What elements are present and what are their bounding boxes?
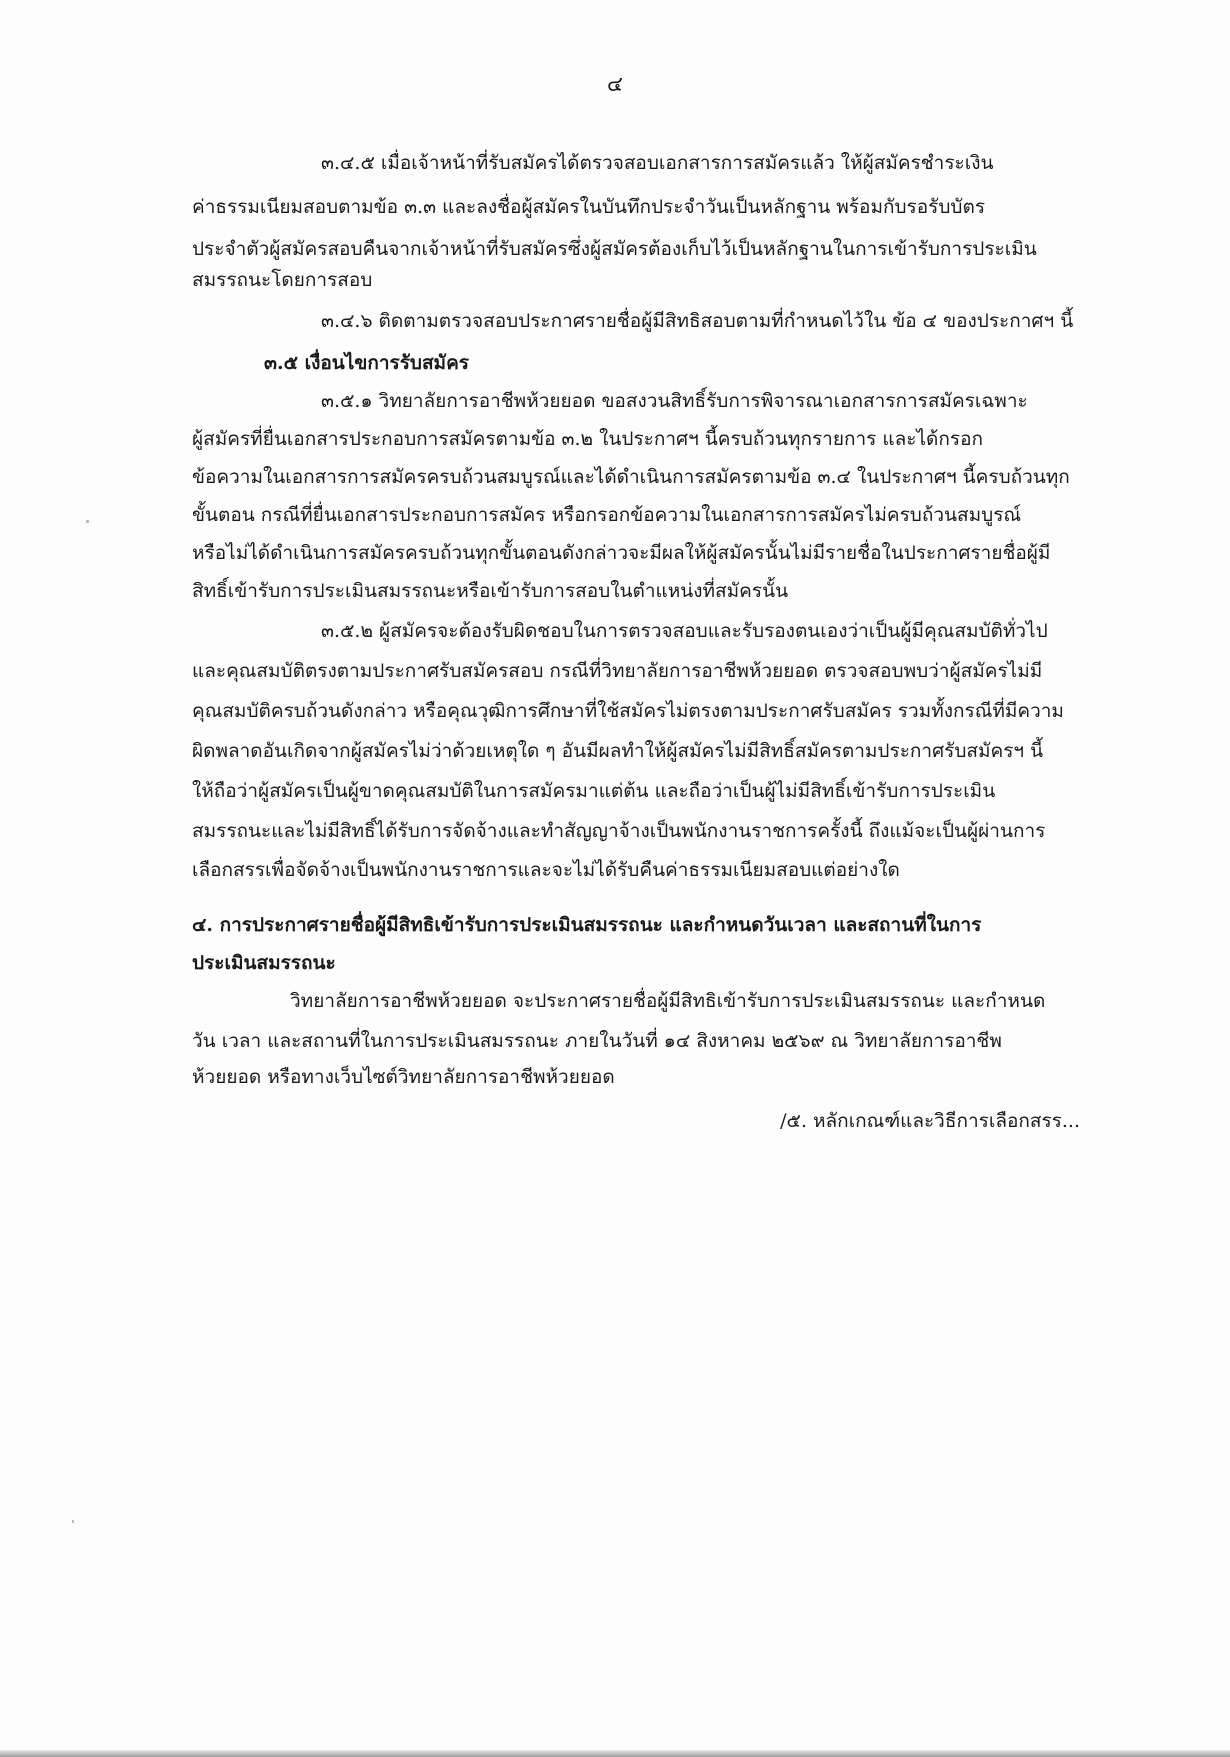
scan-speck [86, 520, 89, 523]
paragraph-4-line-2: วัน เวลา และสถานที่ในการประเมินสมรรถนะ ภายในวันที่ ๑๔ สิงหาคม ๒๕๖๙ ณ วิทยาลัยการอาชีพ [192, 1030, 1002, 1052]
paragraph-3-4-5-line-3: ประจำตัวผู้สมัครสอบคืนจากเจ้าหน้าที่รับสมัครซึ่งผู้สมัครต้องเก็บไว้เป็นหลักฐานในการเข้ารับการประเมิน [192, 238, 1037, 260]
section-3-5-heading: ๓.๕ เงื่อนไขการรับสมัคร [264, 352, 469, 374]
paragraph-3-5-1-line-6: สิทธิ์เข้ารับการประเมินสมรรถนะหรือเข้ารับการสอบในตำแหน่งที่สมัครนั้น [192, 580, 789, 602]
paragraph-3-4-5-line-1: ๓.๔.๕ เมื่อเจ้าหน้าที่รับสมัครได้ตรวจสอบเอกสารการสมัครแล้ว ให้ผู้สมัครชำระเงิน [321, 152, 994, 174]
paragraph-3-5-1-line-1: ๓.๕.๑ วิทยาลัยการอาชีพห้วยยอด ขอสงวนสิทธิ์รับการพิจารณาเอกสารการสมัครเฉพาะ [321, 390, 1028, 412]
paragraph-3-5-2-line-1: ๓.๕.๒ ผู้สมัครจะต้องรับผิดชอบในการตรวจสอบและรับรองตนเองว่าเป็นผู้มีคุณสมบัติทั่วไป [321, 620, 1048, 642]
section-4-heading-line-1: ๔. การประกาศรายชื่อผู้มีสิทธิเข้ารับการประเมินสมรรถนะ และกำหนดวันเวลา และสถานที่ในการ [192, 914, 982, 936]
paragraph-3-5-2-line-7: เลือกสรรเพื่อจัดจ้างเป็นพนักงานราชการและจะไม่ได้รับคืนค่าธรรมเนียมสอบแต่อย่างใด [192, 859, 900, 881]
paragraph-4-line-1: วิทยาลัยการอาชีพห้วยยอด จะประกาศรายชื่อผู้มีสิทธิเข้ารับการประเมินสมรรถนะ และกำหนด [290, 990, 1046, 1012]
paragraph-3-5-2-line-5: ให้ถือว่าผู้สมัครเป็นผู้ขาดคุณสมบัติในการสมัครมาแต่ต้น และถือว่าเป็นผู้ไม่มีสิทธิ์เข้ารับการประเมิน [192, 780, 996, 802]
paragraph-3-5-1-line-3: ข้อความในเอกสารการสมัครครบถ้วนสมบูรณ์และได้ดำเนินการสมัครตามข้อ ๓.๔ ในประกาศฯ นี้ครบถ้วนทุก [192, 466, 1070, 488]
paragraph-3-5-1-line-5: หรือไม่ได้ดำเนินการสมัครครบถ้วนทุกขั้นตอนดังกล่าวจะมีผลให้ผู้สมัครนั้นไม่มีรายชื่อในประกาศรายชื่อผู้มี [192, 542, 1051, 564]
scan-speck [72, 1520, 74, 1523]
paragraph-3-4-5-line-2: ค่าธรรมเนียมสอบตามข้อ ๓.๓ และลงชื่อผู้สมัครในบันทึกประจำวันเป็นหลักฐาน พร้อมกับรอรับบัตร [192, 196, 986, 218]
paragraph-3-5-2-line-2: และคุณสมบัติตรงตามประกาศรับสมัครสอบ กรณีที่วิทยาลัยการอาชีพห้วยยอด ตรวจสอบพบว่าผู้สมัครไม่มี [192, 660, 1043, 682]
continuation-note: /๕. หลักเกณฑ์และวิธีการเลือกสรร... [780, 1110, 1080, 1132]
paragraph-3-4-6-line-1: ๓.๔.๖ ติดตามตรวจสอบประกาศรายชื่อผู้มีสิทธิสอบตามที่กำหนดไว้ใน ข้อ ๔ ของประกาศฯ นี้ [321, 310, 1074, 332]
paragraph-3-4-5-line-4: สมรรถนะโดยการสอบ [192, 269, 373, 291]
paragraph-3-5-1-line-2: ผู้สมัครที่ยื่นเอกสารประกอบการสมัครตามข้อ ๓.๒ ในประกาศฯ นี้ครบถ้วนทุกรายการ และได้กรอก [192, 428, 983, 450]
paragraph-3-5-2-line-4: ผิดพลาดอันเกิดจากผู้สมัครไม่ว่าด้วยเหตุใด ๆ อันมีผลทำให้ผู้สมัครไม่มีสิทธิ์สมัครตามประกาศรับสมัครฯ นี้ [192, 740, 1044, 762]
scan-bottom-edge [0, 1750, 1230, 1757]
page-number: ๔ [607, 72, 623, 96]
section-4-heading-line-2: ประเมินสมรรถนะ [192, 952, 336, 974]
paragraph-3-5-2-line-6: สมรรถนะและไม่มีสิทธิ์ได้รับการจัดจ้างและทำสัญญาจ้างเป็นพนักงานราชการครั้งนี้ ถึงแม้จะเป็นผู้ผ่านการ [192, 820, 1046, 842]
paragraph-4-line-3: ห้วยยอด หรือทางเว็บไซต์วิทยาลัยการอาชีพห้วยยอด [192, 1066, 615, 1088]
paragraph-3-5-1-line-4: ขั้นตอน กรณีที่ยื่นเอกสารประกอบการสมัคร หรือกรอกข้อความในเอกสารการสมัครไม่ครบถ้วนสมบูรณ์ [192, 504, 1022, 526]
paragraph-3-5-2-line-3: คุณสมบัติครบถ้วนดังกล่าว หรือคุณวุฒิการศึกษาที่ใช้สมัครไม่ตรงตามประกาศรับสมัคร รวมทั้งกรณีที่มีความ [192, 700, 1064, 722]
